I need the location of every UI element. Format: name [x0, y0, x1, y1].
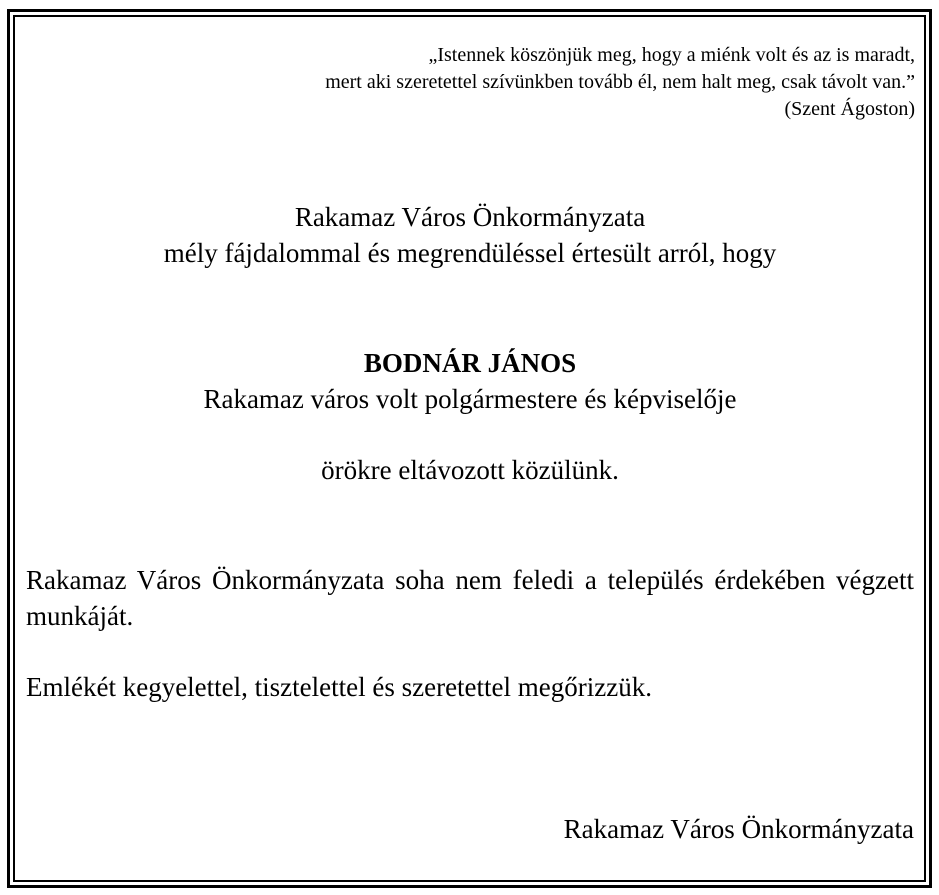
intro-block [26, 199, 914, 271]
tribute-paragraph [26, 562, 914, 634]
tribute-line-1: Rakamaz Város Önkormányzata soha nem feledi a település [26, 565, 704, 595]
memory-paragraph: Emlékét kegyelettel, tisztelettel és szeretettel megőrizzük. [26, 672, 652, 702]
signature: Rakamaz Város Önkormányzata [563, 814, 914, 844]
tribute-line-2: érdekében végzett munkáját. [26, 565, 914, 631]
intro-line-2: mély fájdalommal és megrendüléssel értesült arról, hogy [163, 238, 777, 268]
quote-line-1: „Istennek köszönjük meg, hogy a miénk volt és az is maradt, [428, 44, 915, 66]
deceased-name: BODNÁR JÁNOS [363, 348, 577, 378]
inner-border [13, 15, 926, 882]
quote-author: (Szent Ágoston) [784, 98, 915, 120]
quote-line-2: mert aki szeretettel szívünkben tovább él, nem halt meg, csak távolt van.” [325, 71, 915, 93]
passed-away-text: örökre eltávozott közülünk. [321, 455, 619, 485]
intro-line-1: Rakamaz Város Önkormányzata [294, 202, 646, 232]
deceased-role: Rakamaz város volt polgármestere és képviselője [203, 384, 737, 414]
quote-block [195, 42, 915, 123]
